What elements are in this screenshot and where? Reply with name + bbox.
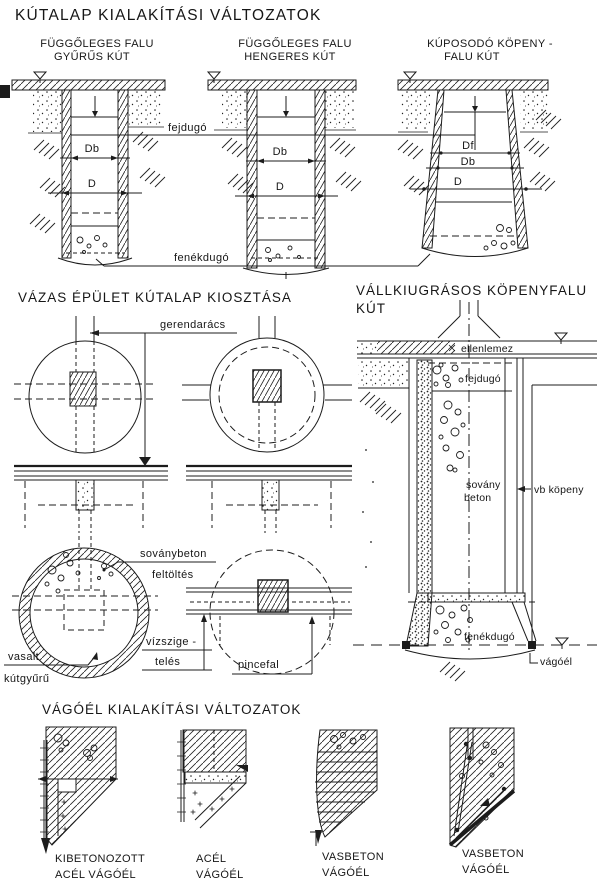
well1-dim-d: D bbox=[87, 178, 97, 190]
cutting-edge-variant-3 bbox=[310, 730, 384, 879]
well1-label-line1: FÜGGŐLEGES FALU bbox=[40, 38, 154, 50]
cutting-edges-title: VÁGÓÉL KIALAKÍTÁSI VÁLTOZATOK bbox=[42, 702, 302, 717]
corbelled-head-plug-label: fejdugó bbox=[465, 373, 501, 385]
well3-dim-db: Db bbox=[460, 156, 476, 168]
waterproof-label-line2: telés bbox=[155, 656, 181, 668]
plan-d bbox=[186, 550, 352, 674]
corbelled-title-line1: VÁLLKIUGRÁSOS KÖPENYFALU bbox=[356, 283, 588, 298]
well3-dim-d: D bbox=[453, 176, 463, 188]
cutting-edge-variant-4 bbox=[450, 728, 524, 876]
cutting-edge-bracket bbox=[530, 653, 538, 663]
variant2-caption-line2: VÁGÓÉL bbox=[196, 869, 244, 881]
lean-fill-label-line1: soványbeton bbox=[140, 548, 207, 560]
ground-slab-3 bbox=[398, 80, 548, 90]
beam-grid-leader bbox=[90, 333, 237, 457]
lean-concrete-label-line1: sovány bbox=[466, 479, 501, 491]
counter-slab-label: ellenlemez bbox=[461, 343, 514, 355]
well3-label-line1: KÚPOSODÓ KÖPENY - bbox=[427, 38, 553, 50]
cutting-edge-variant-2 bbox=[177, 730, 248, 881]
well1-drawing bbox=[28, 90, 165, 265]
corbelled-title-line2: KÚT bbox=[356, 301, 386, 316]
section-row-a bbox=[14, 466, 168, 533]
well3-drawing bbox=[398, 90, 561, 257]
bottom-plug-label: fenékdugó bbox=[174, 252, 229, 264]
section-corbelled-well bbox=[353, 283, 597, 681]
well3-label-line2: FALU KÚT bbox=[444, 51, 500, 63]
section-row-b bbox=[186, 466, 352, 533]
well2-dim-d: D bbox=[275, 181, 285, 193]
lean-concrete-fill bbox=[439, 401, 501, 504]
head-plug-zone bbox=[428, 363, 512, 391]
ground-slab-1 bbox=[12, 80, 165, 90]
layout-plan-title: VÁZAS ÉPÜLET KÚTALAP KIOSZTÁSA bbox=[18, 290, 292, 305]
head-plug-label: fejdugó bbox=[168, 122, 207, 134]
section-layout-plan bbox=[4, 290, 352, 685]
bell-bottom bbox=[353, 593, 597, 681]
variant1-caption-line1: KIBETONOZOTT bbox=[55, 853, 146, 865]
beam-grid-label: gerendarács bbox=[160, 319, 226, 331]
cutting-edge-variant-1 bbox=[38, 727, 145, 881]
plan-a bbox=[14, 316, 156, 453]
well2-drawing bbox=[214, 90, 361, 279]
well3-dim-df: Df bbox=[462, 140, 474, 152]
rc-mantle-label: vb köpeny bbox=[534, 484, 584, 496]
well2-label-line1: FÜGGŐLEGES FALU bbox=[238, 38, 352, 50]
lean-concrete-label-line2: beton bbox=[464, 492, 492, 504]
lean-fill-label-line2: feltöltés bbox=[152, 569, 194, 581]
datum-icon bbox=[556, 638, 568, 649]
page-title: KÚTALAP KIALAKÍTÁSI VÁLTOZATOK bbox=[15, 7, 322, 24]
datum-icon bbox=[555, 333, 567, 344]
variant3-caption-line1: VASBETON bbox=[322, 851, 385, 863]
corbelled-bottom-plug-label: fenékdugó bbox=[464, 631, 515, 643]
section-well-variants bbox=[0, 7, 561, 279]
cutting-edge-label: vágóél bbox=[540, 656, 573, 668]
well1-dim-db: Db bbox=[84, 143, 100, 155]
bottom-plug-leader bbox=[96, 254, 430, 266]
plan-b bbox=[182, 316, 352, 452]
waterproof-label-line1: vízszige - bbox=[146, 636, 197, 648]
well2-label-line2: HENGERES KÚT bbox=[244, 51, 336, 63]
variant4-caption-line2: VÁGÓÉL bbox=[462, 864, 510, 876]
well2-dim-db: Db bbox=[272, 146, 288, 158]
ring-label-line2: kútgyűrű bbox=[4, 673, 50, 685]
section-cutting-edges bbox=[38, 702, 524, 881]
slab-edge-block bbox=[0, 85, 10, 98]
ring-label-line1: vasalt bbox=[8, 651, 40, 663]
variant1-caption-line2: ACÉL VÁGÓÉL bbox=[55, 869, 137, 881]
ground-slab-2 bbox=[208, 80, 356, 90]
left-soil bbox=[358, 358, 409, 593]
basement-wall-label: pincefal bbox=[238, 659, 280, 671]
variant2-caption-line1: ACÉL bbox=[196, 853, 227, 865]
variant4-caption-line1: VASBETON bbox=[462, 848, 525, 860]
variant3-caption-line2: VÁGÓÉL bbox=[322, 867, 370, 879]
well1-label-line2: GYŰRŰS KÚT bbox=[53, 51, 131, 63]
